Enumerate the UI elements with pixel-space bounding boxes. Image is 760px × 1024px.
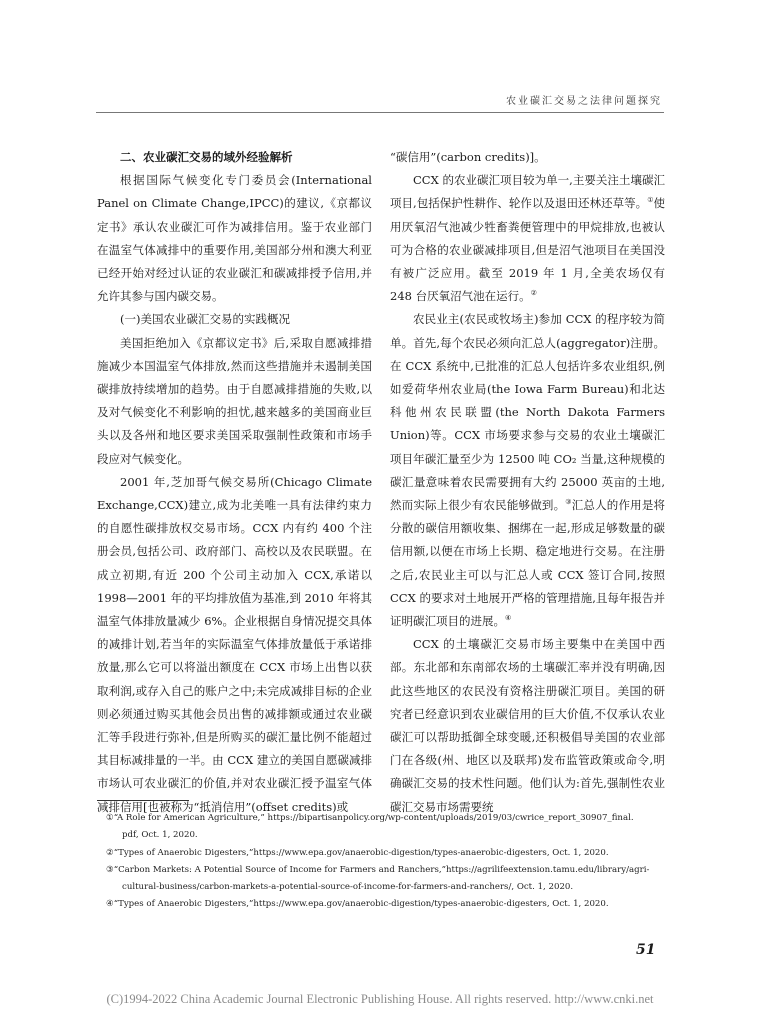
sub-heading: (一)美国农业碳汇交易的实践概况 — [120, 312, 290, 327]
right-column — [390, 146, 665, 819]
footnote-ref[interactable]: ③ — [565, 498, 572, 507]
running-head: 农业碳汇交易之法律问题探究 — [506, 96, 662, 107]
footnote-continuation: cultural-business/carbon-markets-a-potential-source-of-income-for-farmers-and-ranchers/, Oct. 1, 2020. — [122, 882, 574, 893]
paragraph-midwest: CCX 的土壤碳汇交易市场主要集中在美国中西部。东北部和东南部农场的土壤碳汇率并没有明确,因此这些地区的农民没有资格注册碳汇项目。美国的研究者已经意识到农业碳信用的巨大价值,不仅承认农业碳汇可以帮助抵御全球变暖,还积极倡导美国的农业部门在各级(州、地区以及联邦)发布监管政策或命令,明确碳汇交易的技术性问题。他们认为:首先,强制性农业碳汇交易市场需要统 — [390, 637, 665, 814]
paragraph-ccx: 2001 年,芝加哥气候交易所(Chicago Climate Exchange,CCX)建立,成为北美唯一具有法律约束力的自愿性碳排放权交易市场。CCX 内有约 400 个注册会员,包括公司、政府部门、高校以及农民联盟。在成立初期,有近 200 个公司主动加入 CCX,承诺以 1998—2001 年的平均排放值为基准,到 2010 年将其温室气体排放量减少 6%。企业根据自身情况提交具体的减排计划,若当年的实际温室气体排放量低于承诺排放量,那么它可以将溢出额度在 CCX 市场上出售以获取利润,或存入自己的账户之中;未完成减排目标的企业则必须通过购买其他会员出售的减排额或通过农业碳汇等手段进行弥补,但是所购买的碳汇量比例不能超过其目标减排量的一半。由 CCX 建立的美国自愿碳减排市场认可农业碳汇的价值,并对农业碳汇授予温室气体减排信用[也被称为“抵消信用”(offset credits)或 — [97, 474, 372, 814]
footnote: ②“Types of Anaerobic Digesters,”https://www.epa.gov/anaerobic-digestion/types-anaerobic-digesters, Oct. 1, 2020. — [106, 847, 609, 858]
footnote: ④“Types of Anaerobic Digesters,”https://www.epa.gov/anaerobic-digestion/types-anaerobic-digesters, Oct. 1, 2020. — [106, 899, 609, 910]
paragraph-text: CCX 的农业碳汇项目较为单一,主要关注土壤碳汇项目,包括保护性耕作、轮作以及退田还林还草等。 — [390, 173, 665, 211]
footnotes — [106, 810, 664, 914]
section-heading: 二、农业碳汇交易的域外经验解析 — [120, 150, 293, 164]
footnote-continuation: pdf, Oct. 1, 2020. — [122, 830, 198, 841]
paragraph-kyoto: 美国拒绝加入《京都议定书》后,采取自愿减排措施减少本国温室气体排放,然而这些措施并未遏制美国碳排放持续增加的趋势。由于自愿减排措施的失败,以及对气候变化不利影响的担忧,越来越多的美国商业巨头以及各州和地区要求美国采取强制性政策和市场手段应对气候变化。 — [97, 335, 372, 466]
paragraph-continued: “碳信用”(carbon credits)]。 — [390, 150, 546, 164]
paragraph-text: 农民业主(农民或牧场主)参加 CCX 的程序较为简单。首先,每个农民必须向汇总人(aggregator)注册。在 CCX 系统中,已批准的汇总人包括许多农业组织,例如爱荷华州农业局(the Iowa Farm Bureau)和北达科他州农民联盟(the North Dakota Farmers Union)等。CCX 市场要求参与交易的农业土壤碳汇项目年碳汇量至少为 12500 吨 CO₂ 当量,这种规模的碳汇量意味着农民需要拥有大约 25000 英亩的土地,然而实际上很少有农民能够做到。 — [390, 312, 665, 513]
paragraph-text: 使用厌氧沼气池减少牲畜粪便管理中的甲烷排放,也被认可为合格的农业碳减排项目,但是沼气池项目在美国没有被广泛应用。截至 2019 年 1 月,全美农场仅有 248 台厌氧沼气池在运行。 — [390, 196, 666, 304]
footnote-ref[interactable]: ④ — [505, 614, 512, 623]
footnote-ref[interactable]: ② — [530, 289, 537, 298]
paragraph-ipcc: 根据国际气候变化专门委员会(International Panel on Climate Change,IPCC)的建议,《京都议定书》承认农业碳汇可作为减排信用。鉴于农业部门在温室气体减排中的重要作用,美国部分州和澳大利亚已经开始对经过认证的农业碳汇和碳减排授予信用,并允许其参与国内碳交易。 — [97, 173, 372, 304]
paragraph-text: 汇总人的作用是将分散的碳信用额收集、捆绑在一起,形成足够数量的碳信用额,以便在市场上长期、稳定地进行交易。在注册之后,农民业主可以与汇总人或 CCX 签订合同,按照 CCX 的要求对土地展开严格的管理措施,且每年报告并证明碳汇项目的进展。 — [390, 498, 666, 629]
header-rule — [96, 112, 664, 113]
footnote: ③“Carbon Markets: A Potential Source of Income for Farmers and Ranchers,”https://agrilifeextension.tamu.edu/library/agri- — [106, 864, 650, 875]
footnote-ref[interactable]: ① — [647, 196, 654, 205]
footnote: ①“A Role for American Agriculture,” https://bipartisanpolicy.org/wp-content/uploads/2019/03/cwrice_report_30907_final. — [106, 813, 634, 823]
footnote-rule — [97, 800, 189, 801]
paragraph-ccx-projects — [390, 169, 665, 308]
copyright-notice: (C)1994-2022 China Academic Journal Electronic Publishing House. All rights reserved. http://www.cnki.net — [106, 992, 654, 1006]
left-column — [97, 146, 372, 819]
page-number: 51 — [636, 942, 656, 958]
paragraph-aggregator — [390, 308, 665, 633]
